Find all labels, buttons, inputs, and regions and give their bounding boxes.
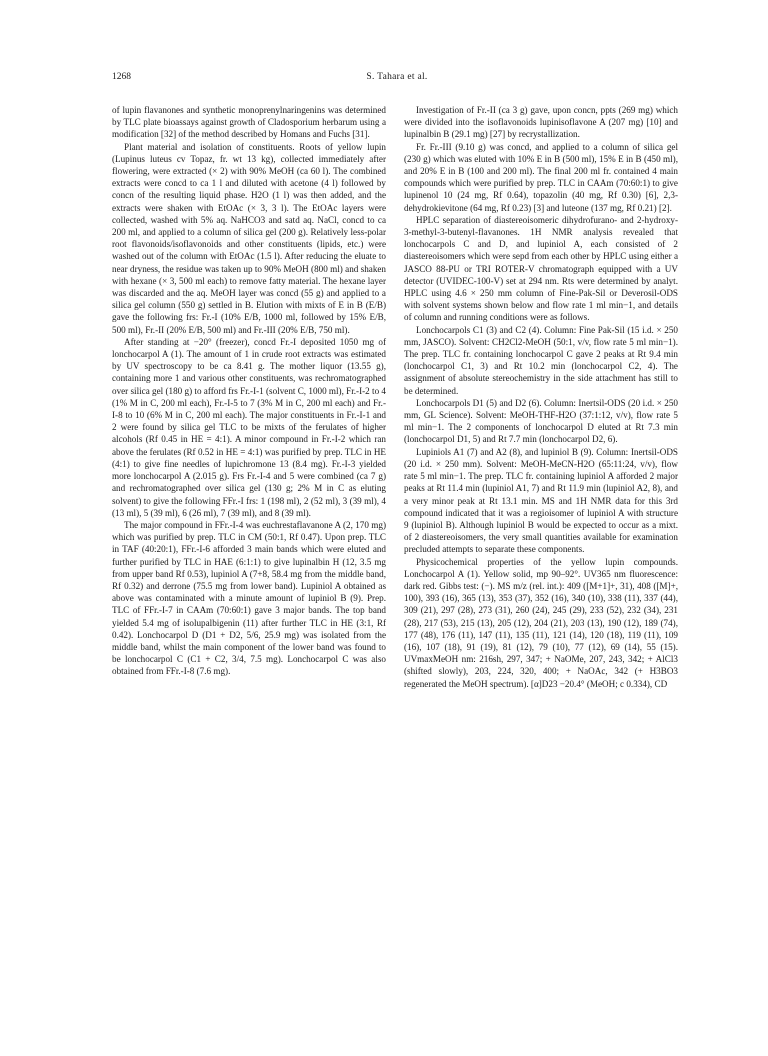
paragraph: Fr. Fr.-III (9.10 g) was concd, and applied to a column of silica gel (230 g) which was eluted with 10% E in B (500 ml), 15% E in B (450 ml), and 20% E in B (100 and 200 ml). The final 200 ml fr. contained 4 main compounds which were purified by prep. TLC in CAAm (70:60:1) to give lupinenol 10 (24 mg, Rf 0.64), topazolin (40 mg, Rf 0.30) [6], 2,3-dehydrokievitone (64 mg, Rf 0.23) [3] and luteone (137 mg, Rf 0.21) [2]. bbox=[404, 141, 678, 213]
page-number: 1268 bbox=[112, 72, 131, 82]
paragraph: After standing at −20° (freezer), concd Fr.-I deposited 1050 mg of lonchocarpol A (1). The amount of 1 in crude root extracts was estimated by UV spectroscopy to be ca 8.41 g. The mother liquor (13.55 g), containing more 1 and various other constituents, was rechromatographed over silica gel (180 g) to afford frs Fr.-I-1 (solvent C, 1000 ml), Fr.-I-2 to 4 (1% M in C, 200 ml each), Fr.-I-5 to 7 (3% M in C, 200 ml each) and Fr.-I-8 to 10 (6% M in C, 200 ml each). The major constituents in Fr.-I-1 and 2 were found by silica gel TLC to be mixts of the ferulates of higher alcohols (Rf 0.45 in HE = 4:1). A minor compound in Fr.-I-2 which ran above the ferulates (Rf 0.52 in HE = 4:1) was purified by prep. TLC in HE (4:1) to give fine needles of lupichromone 13 (8.4 mg). Fr.-I-3 yielded more lonchocarpol A (2.015 g). Frs Fr.-I-4 and 5 were combined (ca 7 g) and rechromatographed over silica gel (130 g; 2% M in C as eluting solvent) to give the following FFr.-I frs: 1 (198 ml), 2 (52 ml), 3 (39 ml), 4 (13 ml), 5 (39 ml), 6 (26 ml), 7 (39 ml), and 8 (39 ml). bbox=[112, 336, 386, 518]
page-header bbox=[112, 72, 682, 88]
paragraph: Lonchocarpols D1 (5) and D2 (6). Column: Inertsil-ODS (20 i.d. × 250 mm, GL Science). Solvent: MeOH-THF-H2O (37:1:12, v/v), flow rate 5 ml min−1. The 2 components of lonchocarpol D eluted at Rt 7.3 min (lonchocarpol D1, 5) and Rt 7.7 min (lonchocarpol D2, 6). bbox=[404, 397, 678, 445]
paragraph: Plant material and isolation of constituents. Roots of yellow lupin (Lupinus luteus cv Topaz, fr. wt 13 kg), collected immediately after flowering, were extracted (× 2) with 90% MeOH (ca 60 l). The combined extracts were concd to ca 1 l and diluted with acetone (4 l) followed by concn of the resulting liquid phase. H2O (1 l) was then added, and the extracts were shaken with EtOAc (× 3, 3 l). The EtOAc layers were collected, washed with 5% aq. NaHCO3 and satd aq. NaCl, concd to ca 200 ml, and applied to a column of silica gel (200 g). Relatively less-polar root flavonoids/isoflavonoids and other constituents (lipids, etc.) were washed out of the column with EtOAc (1.5 l). After reducing the eluate to near dryness, the residue was taken up to 90% MeOH (800 ml) and shaken with hexane (× 3, 500 ml each) to remove fatty material. The hexane layer was discarded and the aq. MeOH layer was concd (55 g) and applied to a silica gel column (550 g) settled in B. Elution with mixts of E in B (E/B) gave the following frs: Fr.-I (10% E/B, 1000 ml, followed by 15% E/B, 500 ml), Fr.-II (20% E/B, 500 ml) and Fr.-III (20% E/B, 750 ml). bbox=[112, 141, 386, 335]
paragraph: The major compound in FFr.-I-4 was euchrestaflavanone A (2, 170 mg) which was purified by prep. TLC in CM (50:1, Rf 0.47). Upon prep. TLC in TAF (40:20:1), FFr.-I-6 afforded 3 main bands which were eluted and further purified by TLC in HAE (6:1:1) to give lupinalbin H (12, 3.5 mg from upper band Rf 0.53), lupiniol A (7+8, 58.4 mg from the middle band, Rf 0.32) and derrone (75.5 mg from lower band). Lupiniol A obtained as above was contaminated with a minute amount of lupiniol B (9). Prep. TLC of FFr.-I-7 in CAAm (70:60:1) gave 3 major bands. The top band yielded 5.4 mg of isolupalbigenin (11) after further TLC in HE (3:1, Rf 0.42). Lonchocarpol D (D1 + D2, 5/6, 25.9 mg) was isolated from the middle band, whilst the main component of the lower band was found to be lonchocarpol C (C1 + C2, 3/4, 7.5 mg). Lonchocarpol C was also obtained from FFr.-I-8 (7.6 mg). bbox=[112, 519, 386, 677]
paragraph: Lupiniols A1 (7) and A2 (8), and lupiniol B (9). Column: Inertsil-ODS (20 i.d. × 250 mm). Solvent: MeOH-MeCN-H2O (65:11:24, v/v), flow rate 5 ml min−1. The prep. TLC fr. containing lupiniol A afforded 2 major peaks at Rt 11.4 min (lupiniol A1, 7) and Rt 11.9 min (lupiniol A2, 8), and a very minor peak at Rt 13.1 min. MS and 1H NMR data for this 3rd compound indicated that it was a regioisomer of lupiniol A with structure 9 (lupiniol B). Although lupiniol B would be expected to occur as a mixt. of 2 diastereoisomers, the very small quantities available for examination precluded attempts to separate these components. bbox=[404, 446, 678, 555]
left-column bbox=[112, 104, 386, 678]
running-head-author: S. Tahara et al. bbox=[366, 72, 428, 82]
paragraph: Lonchocarpols C1 (3) and C2 (4). Column: Fine Pak-Sil (15 i.d. × 250 mm, JASCO). Solvent: CH2Cl2-MeOH (50:1, v/v, flow rate 5 ml min−1). The prep. TLC fr. containing lonchocarpol C gave 2 peaks at Rt 9.4 min (lonchocarpol C1, 3) and Rt 10.2 min (lonchocarpol C2, 4). The assignment of absolute stereochemistry in the side attachment has still to be determined. bbox=[404, 324, 678, 396]
paragraph: of lupin flavanones and synthetic monoprenylnaringenins was determined by TLC plate bioassays against growth of Cladosporium herbarum using a modification [32] of the method described by Homans and Fuchs [31]. bbox=[112, 105, 386, 140]
paragraph: HPLC separation of diastereoisomeric dihydrofurano- and 2-hydroxy-3-methyl-3-butenyl-flavanones. 1H NMR analysis revealed that lonchocarpols C and D, and lupiniol A, each consisted of 2 diastereoisomers which were sepd from each other by HPLC using either a JASCO 88-PU or TRI ROTER-V chromatograph equipped with a UV detector (UVIDEC-100-V) set at 294 nm. Rts were determined by analyt. HPLC using 4.6 × 250 mm column of Fine-Pak-Sil or Deverosil-ODS with solvent systems shown below and flow rate 1 ml min−1, and details of column and running conditions were as follows. bbox=[404, 214, 678, 323]
paragraph: Physicochemical properties of the yellow lupin compounds. Lonchocarpol A (1). Yellow solid, mp 90–92°. UV365 nm fluorescence: dark red. Gibbs test: (−). MS m/z (rel. int.): 409 ([M+1]+, 31), 408 ([M]+, 100), 393 (16), 365 (13), 353 (37), 352 (16), 340 (10), 338 (11), 337 (44), 309 (21), 297 (28), 273 (31), 260 (24), 245 (29), 233 (52), 232 (34), 231 (28), 217 (53), 215 (13), 205 (12), 204 (21), 203 (13), 190 (12), 189 (74), 177 (48), 176 (11), 147 (11), 135 (11), 121 (14), 120 (18), 119 (11), 109 (16), 107 (18), 91 (19), 81 (12), 79 (10), 77 (12), 69 (14), 55 (15). UVmaxMeOH nm: 216sh, 297, 347; + NaOMe, 207, 243, 342; + AlCl3 (shifted slowly), 203, 224, 320, 400; + NaOAc, 342 (+ H3BO3 regenerated the MeOH spectrum). [α]D23 −20.4° (MeOH; c 0.334), CD bbox=[404, 556, 678, 689]
right-column bbox=[404, 104, 678, 690]
paragraph: Investigation of Fr.-II (ca 3 g) gave, upon concn, ppts (269 mg) which were divided into the isoflavonoids lupinisoflavone A (207 mg) [10] and lupinalbin B (29.1 mg) [27] by recrystallization. bbox=[404, 105, 678, 140]
